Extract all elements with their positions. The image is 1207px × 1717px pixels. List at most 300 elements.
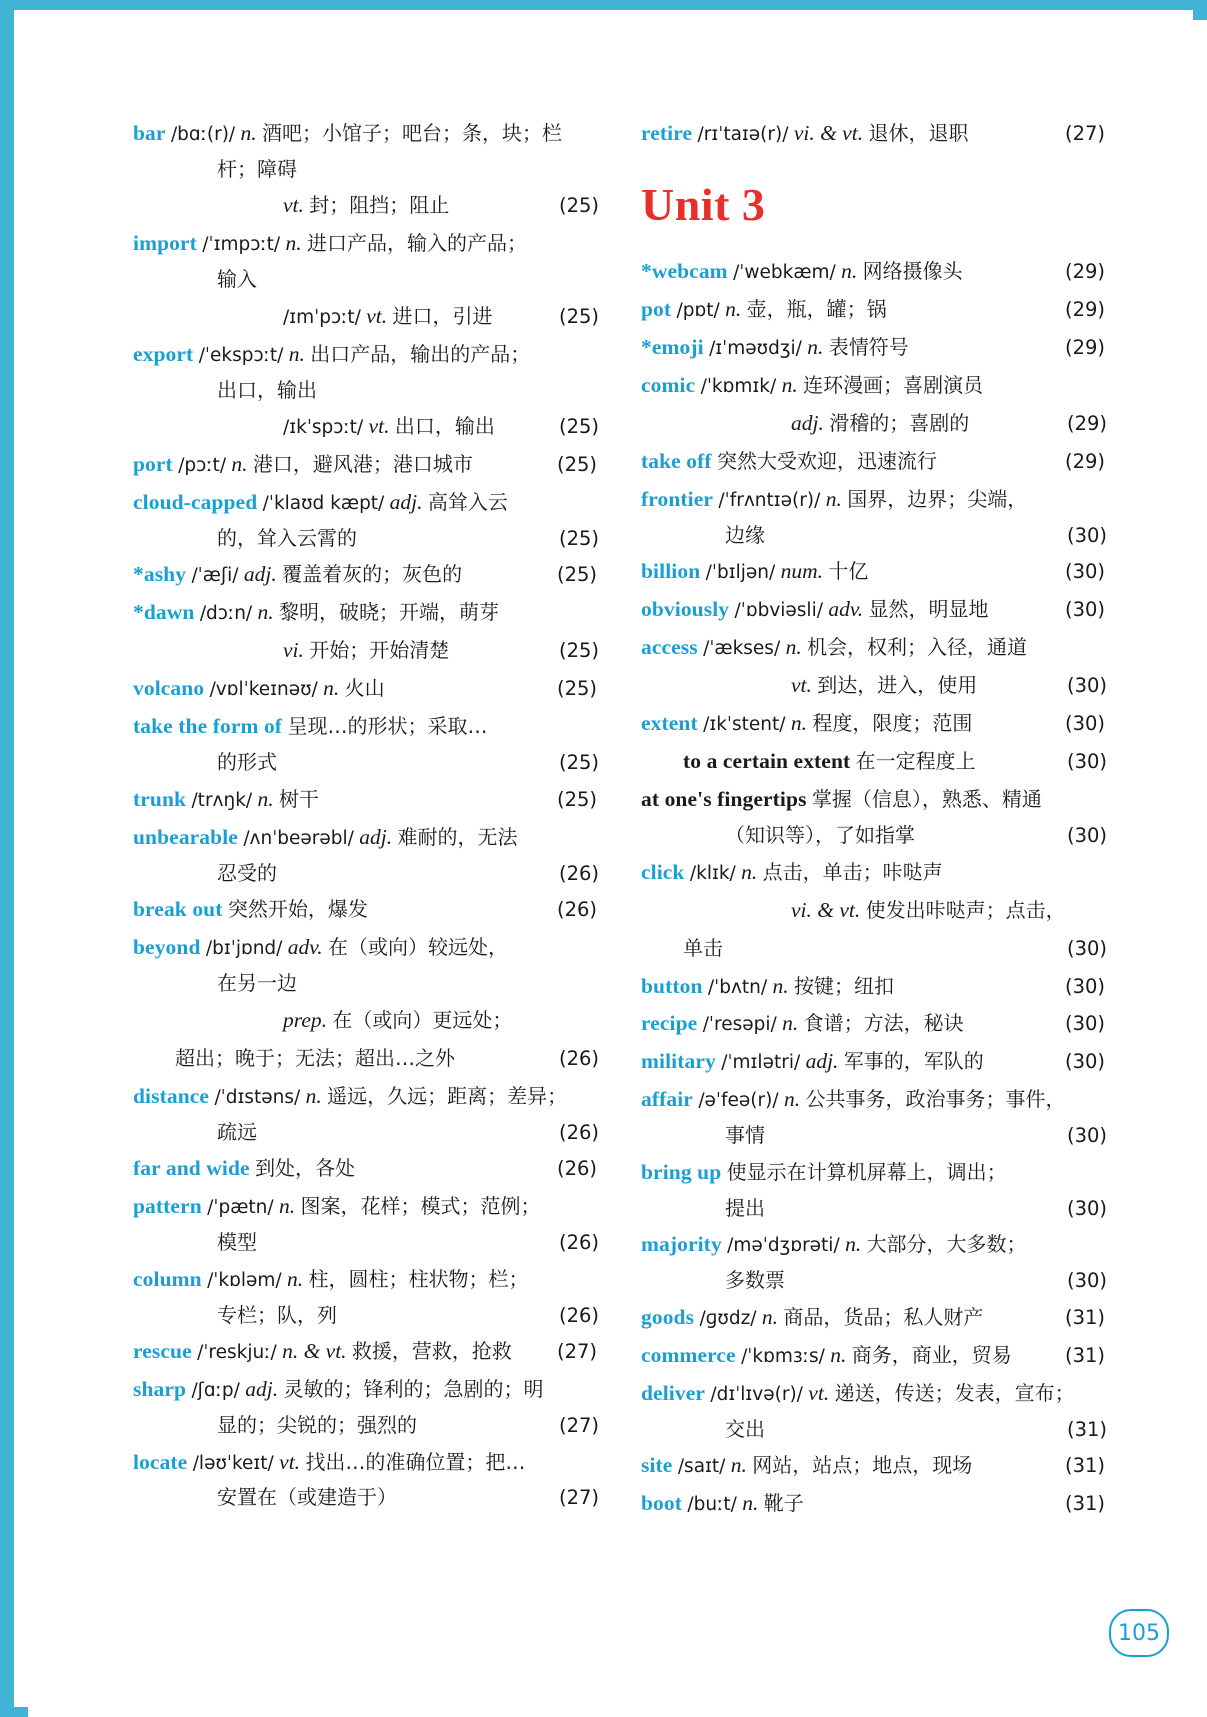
entry-pronunciation: /ˈkɒləm/ <box>207 1269 282 1291</box>
glossary-entry <box>133 187 599 224</box>
entry-headword: *emoji <box>641 334 704 359</box>
entry-pronunciation: /vɒlˈkeɪnəʊ/ <box>209 679 318 701</box>
entry-definition: 公共事务，政治事务；事件， <box>805 1087 1066 1112</box>
entry-page-ref: (25) <box>558 526 599 550</box>
entry-definition: 在一定程度上 <box>855 749 976 774</box>
entry-headword: site <box>641 1453 673 1478</box>
entry-page-ref: (26) <box>558 1046 599 1070</box>
entry-part-of-speech: adj. <box>243 562 277 587</box>
entry-definition: 出口，输出 <box>394 414 495 439</box>
entry-headword: affair <box>641 1087 693 1112</box>
entry-definition: 显然，明显地 <box>868 597 989 622</box>
glossary-entry <box>641 1081 1107 1153</box>
right-column-entries <box>641 253 1107 1522</box>
entry-definition: 十亿 <box>828 559 869 584</box>
entry-pronunciation: /ʌnˈbeərəbl/ <box>243 827 354 849</box>
entry-page-ref: (30) <box>1066 1196 1107 1220</box>
entry-definition: 到达，进入，使用 <box>817 673 978 698</box>
entry-part-of-speech: adj. <box>791 410 824 435</box>
entry-page-ref: (30) <box>1066 523 1107 547</box>
entry-definition: 递送，传送；发表，宣布； <box>834 1380 1075 1405</box>
entry-page-ref: (26) <box>558 1120 599 1144</box>
entry-definition-cont: 显的；尖锐的；强烈的 <box>217 1412 417 1437</box>
entry-part-of-speech: n. <box>257 786 274 811</box>
entry-page-ref: (25) <box>558 751 599 775</box>
entry-pronunciation: /ˈɪmpɔːt/ <box>202 234 281 256</box>
entry-part-of-speech: adv. <box>828 597 864 622</box>
entry-page-ref: (30) <box>1066 674 1107 698</box>
left-column <box>133 115 599 1523</box>
entry-page-ref: (25) <box>558 639 599 663</box>
glossary-entry <box>641 329 1107 366</box>
entry-pronunciation: /klɪk/ <box>689 862 736 884</box>
entry-pronunciation: /pɔːt/ <box>178 454 227 476</box>
entry-part-of-speech: n. <box>742 1491 759 1516</box>
entry-definition-cont: 事情 <box>725 1123 765 1148</box>
glossary-entry <box>133 446 599 483</box>
glossary-entry <box>641 1337 1107 1374</box>
entry-page-ref: (31) <box>1065 1343 1106 1367</box>
entry-definition: 救援，营救，抢救 <box>351 1339 512 1364</box>
entry-headword: at one's fingertips <box>641 787 807 812</box>
glossary-entry <box>641 930 1107 967</box>
entry-definition: 靴子 <box>763 1491 804 1516</box>
entry-page-ref: (29) <box>1065 297 1106 321</box>
entry-part-of-speech: n. <box>240 121 257 145</box>
glossary-entry <box>133 1188 599 1260</box>
entry-definition-cont: 出口，输出 <box>217 377 317 402</box>
entry-part-of-speech: n. <box>782 1011 799 1036</box>
glossary-entry <box>133 1333 599 1370</box>
entry-headword: trunk <box>133 786 187 811</box>
entry-part-of-speech: adj. <box>805 1049 839 1074</box>
entry-pronunciation: /ˈækses/ <box>703 638 781 660</box>
entry-headword: bar <box>133 121 166 145</box>
entry-definition: 商务，商业，贸易 <box>851 1342 1012 1367</box>
entry-headword: commerce <box>641 1342 736 1367</box>
entry-headword: take the form of <box>133 714 283 739</box>
entry-page-ref: (31) <box>1065 1454 1106 1478</box>
entry-part-of-speech: n. <box>790 711 807 736</box>
entry-part-of-speech: vt. <box>808 1380 830 1405</box>
entry-pronunciation: /ˈbʌtn/ <box>707 976 768 998</box>
entry-page-ref: (25) <box>557 452 598 476</box>
entry-headword: *webcam <box>641 258 728 283</box>
entry-part-of-speech: n. <box>841 258 858 283</box>
glossary-entry <box>133 781 599 818</box>
entry-page-ref: (30) <box>1066 936 1107 960</box>
glossary-entry <box>133 408 599 445</box>
entry-part-of-speech: vt. <box>368 414 390 439</box>
entry-part-of-speech: vi. <box>283 638 304 663</box>
glossary-entry <box>133 632 599 669</box>
entry-definition-cont: 杆；障碍 <box>217 156 297 181</box>
entry-page-ref: (30) <box>1065 974 1106 998</box>
glossary-entry <box>641 291 1107 328</box>
entry-page-ref: (26) <box>558 1303 599 1327</box>
entry-page-ref: (25) <box>558 194 599 218</box>
entry-definition: 大部分，大多数； <box>866 1232 1027 1257</box>
entry-page-ref: (29) <box>1065 259 1106 283</box>
entry-part-of-speech: n. <box>257 600 274 625</box>
entry-page-ref: (30) <box>1066 750 1107 774</box>
entry-headword: *ashy <box>133 562 187 587</box>
entry-definition: 点击，单击；咔哒声 <box>762 859 943 884</box>
glossary-entry <box>641 1154 1107 1226</box>
entry-definition: 网站，站点；地点，现场 <box>752 1453 973 1478</box>
entry-definition-cont: （知识等），了如指掌 <box>725 823 915 848</box>
glossary-entry <box>133 484 599 556</box>
entry-part-of-speech: vt. <box>279 1449 301 1474</box>
entry-headword: far and wide <box>133 1156 250 1181</box>
entry-part-of-speech: n. <box>288 341 305 366</box>
glossary-entry <box>641 405 1107 442</box>
entry-definition: 灵敏的；锋利的；急剧的；明 <box>283 1377 544 1401</box>
entry-pronunciation: /ˈresəpi/ <box>702 1014 777 1036</box>
entry-definition: 难耐的，无法 <box>397 824 518 849</box>
entry-headword: billion <box>641 559 701 584</box>
entry-definition-cont: 的形式 <box>217 750 277 775</box>
entry-pronunciation: /pɒt/ <box>676 299 720 321</box>
entry-headword: column <box>133 1266 202 1291</box>
glossary-entry <box>641 968 1107 1005</box>
entry-headword: to a certain extent <box>683 749 851 774</box>
entry-headword: recipe <box>641 1011 698 1036</box>
entry-headword: button <box>641 973 703 998</box>
entry-page-ref: (26) <box>558 861 599 885</box>
entry-definition: 火山 <box>344 676 385 701</box>
entry-headword: port <box>133 451 173 476</box>
entry-page-ref: (31) <box>1066 1417 1107 1441</box>
glossary-entry <box>641 705 1107 742</box>
entry-pronunciation: /ɪkˈstent/ <box>703 714 786 736</box>
entry-pronunciation: /ˈklaʊd kæpt/ <box>262 492 385 514</box>
entry-page-ref: (30) <box>1065 560 1106 584</box>
entry-headword: take off <box>641 448 712 473</box>
entry-part-of-speech: n. <box>825 486 842 511</box>
entry-page-ref: (30) <box>1066 1124 1107 1148</box>
entry-page-ref: (30) <box>1066 1269 1107 1293</box>
glossary-entry <box>641 591 1107 628</box>
entry-definition: 呈现…的形状；采取… <box>287 714 488 739</box>
entry-part-of-speech: n. <box>761 1304 779 1329</box>
entry-part-of-speech: n. & vt. <box>282 1339 347 1364</box>
entry-part-of-speech: n. <box>772 973 789 998</box>
entry-pronunciation: /ləʊˈkeɪt/ <box>192 1452 274 1474</box>
glossary-entry <box>133 819 599 891</box>
glossary-entry <box>133 1002 599 1039</box>
entry-definition: 机会，权利；入径，通道 <box>807 635 1028 660</box>
entry-definition: 按键；纽扣 <box>794 973 895 998</box>
entry-page-ref: (26) <box>558 1231 599 1254</box>
right-column-top-entries <box>641 115 1107 152</box>
entry-definition: 柱，圆柱；柱状物；栏； <box>308 1266 529 1291</box>
entry-part-of-speech: adv. <box>287 935 323 960</box>
entry-page-ref: (30) <box>1066 824 1107 848</box>
entry-page-ref: (25) <box>557 563 598 587</box>
entry-headword: break out <box>133 897 223 922</box>
entry-headword: pattern <box>133 1194 202 1219</box>
entry-definition: 军事的，军队的 <box>843 1049 984 1074</box>
entry-definition: 图案，花样；模式；范例； <box>300 1194 541 1219</box>
entry-page-ref: (26) <box>557 898 598 922</box>
entry-headword: deliver <box>641 1380 705 1405</box>
glossary-entry <box>133 225 599 296</box>
entry-pronunciation: /trʌŋk/ <box>191 789 253 811</box>
entry-definition: 在（或向）较远处， <box>328 935 508 960</box>
entry-headword: pot <box>641 296 672 321</box>
entry-pronunciation: /ˈmɪlətri/ <box>721 1052 801 1074</box>
entry-definition-cont: 输入 <box>217 267 257 292</box>
entry-page-ref: (29) <box>1065 449 1106 473</box>
entry-page-ref: (30) <box>1065 1012 1106 1036</box>
entry-page-ref: (30) <box>1065 712 1106 736</box>
glossary-entry <box>641 1226 1107 1298</box>
entry-page-ref: (30) <box>1065 598 1106 622</box>
entry-definition: 突然开始，爆发 <box>227 897 368 922</box>
entry-definition: 连环漫画；喜剧演员 <box>803 372 984 397</box>
entry-page-ref: (29) <box>1066 411 1107 435</box>
entry-pronunciation: /ˈpætn/ <box>207 1197 274 1219</box>
glossary-entry <box>133 594 599 631</box>
entry-pronunciation: /saɪt/ <box>677 1456 726 1478</box>
glossary-entry <box>133 1040 599 1077</box>
entry-definition-cont: 交出 <box>725 1416 765 1441</box>
entry-part-of-speech: adj. <box>359 824 393 849</box>
entry-page-ref: (31) <box>1065 1492 1106 1516</box>
entry-definition-cont: 疏远 <box>217 1119 257 1144</box>
entry-headword: obviously <box>641 597 730 622</box>
entry-page-ref: (25) <box>557 677 598 701</box>
entry-part-of-speech: n. <box>783 1087 801 1112</box>
glossary-entry <box>133 929 599 1000</box>
glossary-entry <box>641 1375 1107 1447</box>
glossary-entry <box>133 1078 599 1150</box>
entry-pronunciation: /bɑː(r)/ <box>170 124 236 145</box>
entry-part-of-speech: n. <box>231 451 248 476</box>
entry-definition: 突然大受欢迎，迅速流行 <box>717 448 938 473</box>
entry-pronunciation: /məˈdʒɒrəti/ <box>727 1235 840 1257</box>
entry-definition: 高耸入云 <box>427 489 508 514</box>
glossary-entry <box>641 443 1107 480</box>
glossary-entry <box>641 1005 1107 1042</box>
glossary-entry <box>641 367 1107 404</box>
entry-page-ref: (30) <box>1065 1050 1106 1074</box>
entry-pronunciation: /ˈekspɔːt/ <box>198 344 284 366</box>
entry-headword: rescue <box>133 1339 192 1364</box>
entry-headword: volcano <box>133 676 205 701</box>
glossary-entry <box>641 481 1107 553</box>
entry-page-ref: (27) <box>557 1340 598 1364</box>
entry-part-of-speech: n. <box>785 635 802 660</box>
entry-part-of-speech: vt. <box>366 303 388 328</box>
entry-headword: cloud-capped <box>133 489 258 514</box>
entry-pronunciation: /ˈkɒmɪk/ <box>700 375 777 397</box>
entry-page-ref: (26) <box>557 1157 598 1181</box>
entry-definition: 找出…的准确位置；把… <box>305 1449 526 1474</box>
glossary-entry <box>641 1485 1107 1522</box>
entry-pronunciation: /ɪmˈpɔːt/ <box>283 306 361 328</box>
entry-pronunciation: /ɡʊdz/ <box>699 1307 757 1329</box>
glossary-entry <box>133 1371 599 1443</box>
entry-pronunciation: /ˈfrʌntɪə(r)/ <box>718 489 821 511</box>
glossary-entry <box>133 336 599 407</box>
entry-definition: 进口产品，输入的产品； <box>307 231 527 256</box>
entry-page-ref: (27) <box>558 1486 599 1510</box>
entry-pronunciation: /ˈbɪljən/ <box>705 562 776 584</box>
entry-pronunciation: /ɪkˈspɔːt/ <box>283 417 364 439</box>
page-number: 105 <box>1109 1609 1169 1657</box>
entry-definition: 遥远，久远；距离；差异； <box>327 1083 568 1108</box>
entry-part-of-speech: n. <box>830 1342 847 1367</box>
entry-pronunciation: /buːt/ <box>687 1494 737 1516</box>
entry-definition-cont: 边缘 <box>725 522 765 547</box>
entry-definition: 国界，边界；尖端， <box>847 486 1028 511</box>
entry-headword: retire <box>641 121 693 145</box>
entry-headword: *dawn <box>133 600 195 625</box>
entry-page-ref: (31) <box>1065 1305 1106 1329</box>
glossary-entry <box>641 854 1107 891</box>
entry-part-of-speech: prep. <box>283 1007 327 1032</box>
glossary-entry <box>641 1299 1107 1336</box>
glossary-entry <box>641 1447 1107 1484</box>
entry-definition: 滑稽的；喜剧的 <box>829 410 970 435</box>
entry-part-of-speech: vi. & vt. <box>791 897 861 922</box>
entry-definition: 开始；开始清楚 <box>309 638 450 663</box>
entry-pronunciation: /ˈɒbviəsli/ <box>734 600 823 622</box>
entry-part-of-speech: n. <box>323 676 340 701</box>
glossary-entry <box>641 253 1107 290</box>
entry-headword: sharp <box>133 1377 187 1401</box>
entry-headword: military <box>641 1049 716 1074</box>
entry-definition: 网络摄像头 <box>862 258 963 283</box>
glossary-entry <box>133 298 599 335</box>
entry-part-of-speech: n. <box>730 1453 747 1478</box>
entry-page-ref: (25) <box>557 787 598 811</box>
entry-definition: 商品，货品；私人财产 <box>783 1304 984 1329</box>
entry-pronunciation: /ˈwebkæm/ <box>733 261 836 283</box>
entry-definition: 超出；晚于；无法；超出…之外 <box>175 1045 455 1070</box>
entry-definition: 进口，引进 <box>392 303 493 328</box>
page-inner <box>28 20 1207 1717</box>
entry-pronunciation: /ˈreskjuː/ <box>197 1342 277 1364</box>
right-column <box>641 115 1107 1523</box>
entry-definition: 封；阻挡；阻止 <box>309 193 450 218</box>
entry-page-ref: (25) <box>558 304 599 328</box>
entry-part-of-speech: n. <box>285 231 302 256</box>
entry-page-ref: (25) <box>558 415 599 439</box>
entry-definition-cont: 专栏；队，列 <box>217 1302 337 1327</box>
entry-definition: 树干 <box>279 786 320 811</box>
entry-part-of-speech: n. <box>278 1194 296 1219</box>
entry-definition: 港口，避风港；港口城市 <box>252 451 473 476</box>
glossary-columns <box>133 115 1108 1523</box>
glossary-entry <box>133 670 599 707</box>
entry-headword: export <box>133 341 194 366</box>
entry-pronunciation: /ˈkɒmɜːs/ <box>741 1345 825 1367</box>
entry-headword: click <box>641 859 685 884</box>
entry-definition: 酒吧；小馆子；吧台；条，块；栏 <box>262 121 563 145</box>
entry-pronunciation: /ˈæʃi/ <box>191 565 239 587</box>
glossary-entry <box>641 115 1107 152</box>
entry-definition-cont: 安置在（或建造于） <box>217 1485 397 1510</box>
glossary-entry <box>641 629 1107 666</box>
entry-part-of-speech: adj. <box>389 489 423 514</box>
entry-pronunciation: /ˈdɪstəns/ <box>214 1086 301 1108</box>
glossary-entry <box>133 1150 599 1187</box>
glossary-entry <box>641 1043 1107 1080</box>
entry-part-of-speech: n. <box>807 334 824 359</box>
entry-part-of-speech: n. <box>725 296 742 321</box>
entry-part-of-speech: n. <box>287 1266 304 1291</box>
entry-headword: import <box>133 231 197 256</box>
entry-definition-cont: 多数票 <box>725 1268 785 1293</box>
entry-definition: 出口产品，输出的产品； <box>310 341 531 366</box>
entry-definition: 黎明，破晓；开端，萌芽 <box>279 600 500 625</box>
entry-headword: goods <box>641 1304 695 1329</box>
entry-definition-cont: 在另一边 <box>217 971 297 996</box>
entry-definition: 退休，退职 <box>868 121 969 145</box>
entry-definition: 食谱；方法，秘诀 <box>803 1011 964 1036</box>
entry-pronunciation: /bɪˈjɒnd/ <box>205 938 283 960</box>
glossary-entry <box>641 781 1107 853</box>
entry-pronunciation: /ʃɑːp/ <box>191 1380 240 1401</box>
entry-definition: 程度，限度；范围 <box>812 711 973 736</box>
entry-definition: 壶，瓶，罐；锅 <box>746 296 887 321</box>
entry-part-of-speech: n. <box>781 372 798 397</box>
entry-headword: access <box>641 635 698 660</box>
entry-headword: unbearable <box>133 824 238 849</box>
glossary-entry <box>133 891 599 928</box>
entry-pronunciation: /dɔːn/ <box>199 603 253 625</box>
entry-headword: extent <box>641 711 698 736</box>
entry-part-of-speech: n. <box>741 859 758 884</box>
glossary-entry <box>133 556 599 593</box>
entry-part-of-speech: num. <box>780 559 823 584</box>
entry-headword: locate <box>133 1449 188 1474</box>
entry-definition: 到处，各处 <box>255 1156 356 1181</box>
entry-definition: 覆盖着灰的；灰色的 <box>282 562 463 587</box>
entry-definition-cont: 忍受的 <box>217 860 277 885</box>
entry-part-of-speech: n. <box>305 1083 322 1108</box>
entry-page-ref: (29) <box>1065 335 1106 359</box>
entry-definition-cont: 提出 <box>725 1195 765 1220</box>
entry-definition: 在（或向）更远处； <box>332 1007 513 1032</box>
entry-definition: 掌握（信息），熟悉、精通 <box>811 787 1042 812</box>
glossary-entry <box>641 553 1107 590</box>
entry-definition: 使显示在计算机屏幕上，调出； <box>726 1159 1007 1184</box>
entry-page-ref: (27) <box>558 1413 599 1437</box>
entry-pronunciation: /dɪˈlɪvə(r)/ <box>710 1383 803 1405</box>
glossary-entry <box>641 667 1107 704</box>
entry-part-of-speech: vi. & vt. <box>793 121 864 145</box>
entry-definition: 使发出咔哒声；点击， <box>865 897 1066 922</box>
glossary-entry <box>133 1261 599 1333</box>
glossary-entry <box>133 708 599 780</box>
entry-definition-cont: 的，耸入云霄的 <box>217 525 357 550</box>
entry-definition: 单击 <box>683 935 723 960</box>
entry-definition-cont: 模型 <box>217 1230 257 1254</box>
entry-pronunciation: /ɪˈməʊdʒi/ <box>709 337 802 359</box>
entry-headword: frontier <box>641 486 714 511</box>
glossary-entry <box>641 743 1107 780</box>
entry-part-of-speech: vt. <box>791 673 812 698</box>
glossary-entry <box>641 892 1107 929</box>
entry-part-of-speech: adj. <box>245 1377 279 1401</box>
entry-pronunciation: /əˈfeə(r)/ <box>698 1090 779 1112</box>
entry-headword: majority <box>641 1232 722 1257</box>
entry-part-of-speech: vt. <box>283 193 304 218</box>
